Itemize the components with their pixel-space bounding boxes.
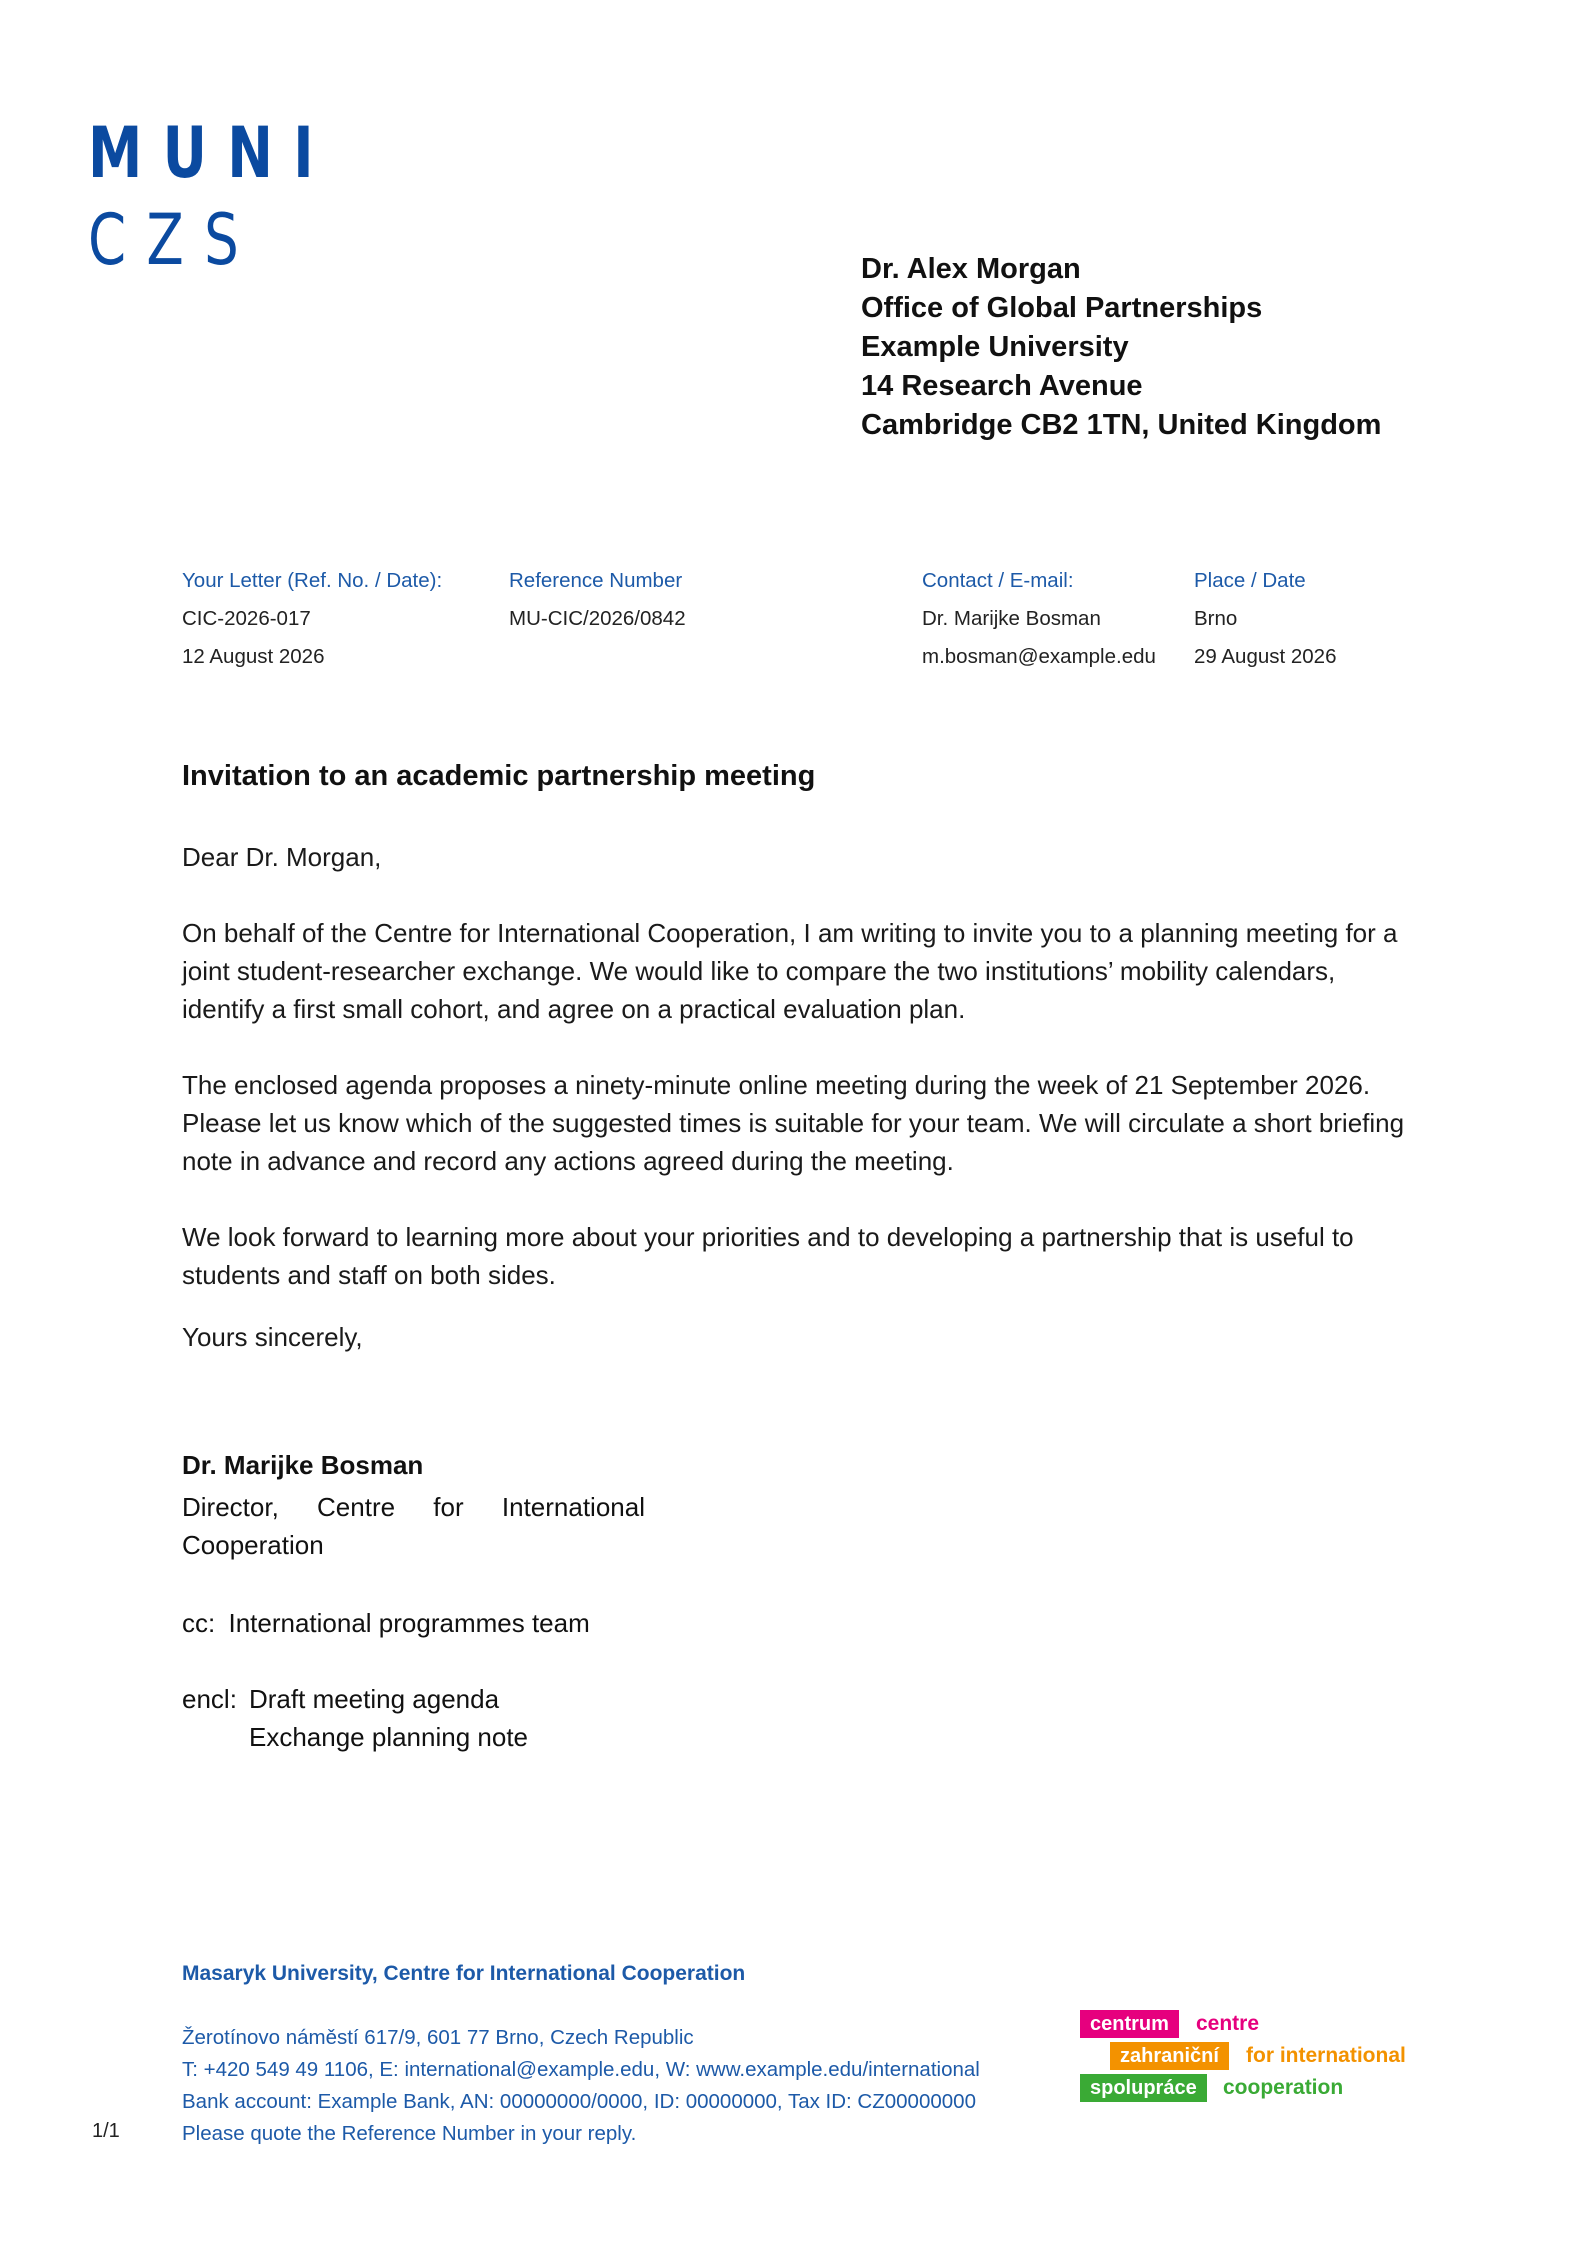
recipient-address [861, 250, 1381, 445]
logo-en-line-2: for international [1246, 2044, 1406, 2067]
letter-subject: Invitation to an academic partnership meeting [182, 760, 816, 792]
recipient-line: 14 Research Avenue [861, 370, 1143, 402]
your-letter-date: 12 August 2026 [182, 645, 325, 668]
footer-note: Please quote the Reference Number in your reply. [182, 2122, 637, 2145]
cic-logo [1080, 2010, 1420, 2102]
recipient-line: Cambridge CB2 1TN, United Kingdom [861, 409, 1382, 441]
footer-address: Žerotínovo náměstí 617/9, 601 77 Brno, Czech Republic [182, 2026, 694, 2049]
contact-email: m.bosman@example.edu [922, 645, 1156, 668]
signature-role: Director, Centre for International Cooperation [182, 1492, 645, 1560]
body-paragraph: We look forward to learning more about your priorities and to developing a partnership that is useful to students and staff on both sides. [182, 1222, 1354, 1290]
footer-title: Masaryk University, Centre for International Cooperation [182, 1962, 746, 1985]
body-paragraph: The enclosed agenda proposes a ninety-minute online meeting during the week of 21 September 2026. Please let us know which of the suggested times is suitable for your team. We will circulate a short briefing note in advance and record any actions agreed during the meeting. [182, 1070, 1405, 1176]
reference-number-column [509, 562, 686, 638]
enclosure-label: encl: [182, 1684, 237, 1714]
footer-bank: Bank account: Example Bank, AN: 00000000/0000, ID: 00000000, Tax ID: CZ00000000 [182, 2090, 976, 2113]
recipient-line: Office of Global Partnerships [861, 292, 1263, 324]
place-value: Brno [1194, 607, 1238, 630]
closing: Yours sincerely, [182, 1322, 363, 1352]
enclosure-item: Draft meeting agenda [249, 1684, 500, 1714]
logo-cz-line-2: zahraniční [1110, 2042, 1229, 2070]
salutation: Dear Dr. Morgan, [182, 842, 382, 872]
page-number: 1/1 [92, 2120, 120, 2142]
logo-cz-line-3: spolupráce [1080, 2074, 1207, 2102]
contact-label: Contact / E-mail: [922, 569, 1074, 592]
place-date-label: Place / Date [1194, 569, 1306, 592]
date-value: 29 August 2026 [1194, 645, 1337, 668]
muni-logo-text: MUNI [88, 112, 334, 194]
enclosures [182, 1680, 249, 1718]
logo-cz-line-1: centrum [1080, 2010, 1179, 2038]
reference-number-value: MU-CIC/2026/0842 [509, 607, 686, 630]
logo-en-line-1: centre [1196, 2012, 1260, 2035]
footer-contact: T: +420 549 49 1106, E: international@example.edu, W: www.example.edu/international [182, 2058, 980, 2081]
your-letter-label: Your Letter (Ref. No. / Date): [182, 569, 443, 592]
cc-label: cc: [182, 1608, 216, 1638]
cc-line [182, 1604, 590, 1642]
cc-value: International programmes team [228, 1608, 590, 1638]
your-letter-column [182, 562, 442, 676]
enclosure-list [249, 1680, 528, 1756]
czs-logo-text: CZS [88, 199, 260, 281]
place-date-column [1194, 562, 1337, 676]
footer-details [182, 2022, 980, 2150]
logo-en-line-3: cooperation [1223, 2076, 1344, 2099]
recipient-line: Example University [861, 331, 1129, 363]
signature-name: Dr. Marijke Bosman [182, 1450, 424, 1480]
contact-column [922, 562, 1156, 676]
your-letter-ref: CIC-2026-017 [182, 607, 311, 630]
enclosure-item: Exchange planning note [249, 1722, 529, 1752]
contact-name: Dr. Marijke Bosman [922, 607, 1101, 630]
body-paragraph: On behalf of the Centre for International Cooperation, I am writing to invite you to a planning meeting for a joint student-researcher exchange. We would like to compare the two institutions’ mobility calendars, identify a first small cohort, and agree on a practical evaluation plan. [182, 918, 1398, 1024]
reference-number-label: Reference Number [509, 569, 683, 592]
recipient-line: Dr. Alex Morgan [861, 253, 1081, 285]
